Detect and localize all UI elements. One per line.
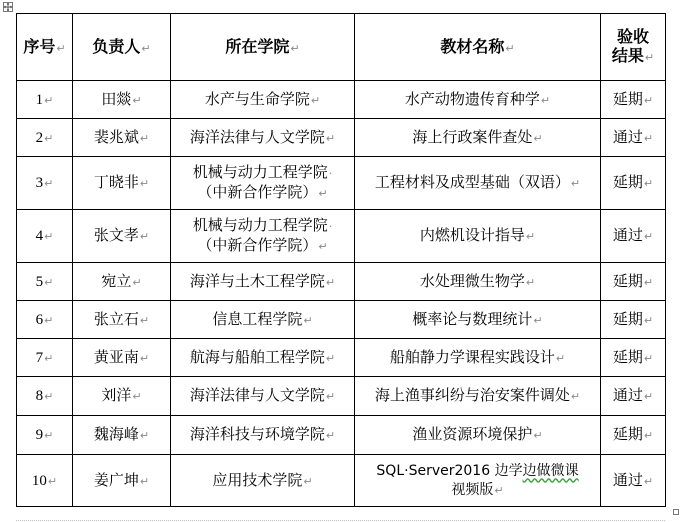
row-textbook: 内燃机设计指导 <box>419 226 525 244</box>
table-row <box>17 263 666 301</box>
row-person: 裴兆斌 <box>93 127 139 146</box>
end-of-cell-marker: ↵ <box>290 41 300 55</box>
row-person: 宛立 <box>101 271 132 290</box>
end-of-cell-marker: ↵ <box>570 390 581 403</box>
row-person: 黄亚南 <box>93 347 139 366</box>
header-result-line1: 验收 <box>616 27 649 46</box>
end-of-cell-marker: ↵ <box>139 131 150 145</box>
end-of-cell-marker: ↵ <box>644 51 655 64</box>
textbook-acceptance-table <box>16 13 666 507</box>
row-result: 延期 <box>612 271 643 290</box>
row-college-line1: 机械与动力工程学院 <box>192 163 328 181</box>
row-college-line1: 机械与动力工程学院 <box>192 216 328 234</box>
end-of-cell-marker: ↵ <box>525 275 536 289</box>
row-person: 田燚 <box>101 89 132 108</box>
end-of-cell-marker: ↵ <box>325 275 336 289</box>
end-of-cell-marker: ↵ <box>494 483 504 497</box>
end-of-cell-marker: ↵ <box>132 93 142 107</box>
line-break-marker: · <box>328 220 333 233</box>
end-of-cell-marker: ↵ <box>47 474 58 488</box>
header-result-line2: 结果 <box>611 46 644 65</box>
row-seq: 7 <box>35 349 44 366</box>
table-row <box>17 339 666 377</box>
table-header-row <box>17 14 666 81</box>
row-textbook: 概率论与数理统计 <box>412 309 533 328</box>
end-of-cell-marker: ↵ <box>643 275 654 289</box>
end-of-cell-marker: ↵ <box>570 177 581 190</box>
row-result: 延期 <box>612 89 643 108</box>
header-college-label: 所在学院 <box>225 36 290 56</box>
row-person: 魏海峰 <box>93 425 139 443</box>
row-seq: 1 <box>35 91 44 108</box>
header-textbook-label: 教材名称 <box>440 36 505 56</box>
end-of-cell-marker: ↵ <box>44 390 54 403</box>
table-row <box>17 119 666 157</box>
end-of-cell-marker: ↵ <box>318 240 328 253</box>
row-result: 延期 <box>612 347 643 366</box>
row-college-line2: （中新合作学院） <box>197 183 318 201</box>
end-of-cell-marker: ↵ <box>325 351 336 365</box>
end-of-cell-marker: ↵ <box>132 390 142 403</box>
row-result: 通过 <box>612 386 643 404</box>
row-textbook: 水处理微生物学 <box>419 271 525 290</box>
table-move-handle-icon[interactable] <box>3 2 13 12</box>
row-seq: 4 <box>35 228 44 244</box>
end-of-cell-marker: ↵ <box>318 187 328 200</box>
row-textbook: 水产动物遗传育种学 <box>404 89 540 108</box>
end-of-cell-marker: ↵ <box>643 351 654 365</box>
end-of-cell-marker: ↵ <box>540 93 551 107</box>
end-of-cell-marker: ↵ <box>44 93 54 107</box>
table-row <box>17 377 666 416</box>
row-textbook-line1a: SQL·Server2016 边学 <box>376 462 523 479</box>
end-of-cell-marker: ↵ <box>643 230 654 243</box>
end-of-cell-marker: ↵ <box>44 131 54 145</box>
row-college: 信息工程学院 <box>212 309 303 328</box>
row-textbook: 船舶静力学课程实践设计 <box>389 347 555 366</box>
header-textbook <box>355 14 601 81</box>
end-of-cell-marker: ↵ <box>139 230 150 243</box>
end-of-cell-marker: ↵ <box>44 275 54 289</box>
row-result: 通过 <box>612 470 643 489</box>
end-of-cell-marker: ↵ <box>139 313 150 327</box>
table-row <box>17 455 666 507</box>
row-college: 海洋法律与人文学院 <box>189 127 325 146</box>
row-seq: 5 <box>35 273 44 290</box>
end-of-cell-marker: ↵ <box>643 390 654 403</box>
end-of-cell-marker: ↵ <box>505 41 515 55</box>
row-college: 海洋法律与人文学院 <box>189 386 325 404</box>
header-result <box>601 14 666 81</box>
end-of-cell-marker: ↵ <box>555 351 566 365</box>
end-of-cell-marker: ↵ <box>310 93 321 107</box>
row-seq: 6 <box>35 311 44 328</box>
page-divider <box>16 520 665 521</box>
table-row <box>17 416 666 455</box>
row-college: 海洋科技与环境学院 <box>189 425 325 443</box>
row-person: 丁晓非 <box>93 173 139 191</box>
row-college-line2: （中新合作学院） <box>197 236 318 254</box>
row-person: 刘洋 <box>101 386 132 404</box>
row-textbook: 海上渔事纠纷与治安案件调处 <box>374 386 570 404</box>
end-of-cell-marker: ↵ <box>643 93 654 107</box>
row-textbook: 海上行政案件查处 <box>412 127 533 146</box>
row-textbook-line2: 视频版 <box>451 481 494 498</box>
end-of-cell-marker: ↵ <box>643 429 654 442</box>
table-row <box>17 301 666 339</box>
end-of-cell-marker: ↵ <box>533 429 543 442</box>
end-of-cell-marker: ↵ <box>303 313 313 327</box>
end-of-cell-marker: ↵ <box>533 131 543 145</box>
row-result: 通过 <box>612 226 643 244</box>
table-row <box>17 210 666 263</box>
table-resize-handle-icon[interactable] <box>673 509 679 515</box>
end-of-cell-marker: ↵ <box>643 313 654 327</box>
header-seq-label: 序号 <box>23 36 56 56</box>
end-of-cell-marker: ↵ <box>325 429 336 442</box>
end-of-cell-marker: ↵ <box>139 474 150 488</box>
end-of-cell-marker: ↵ <box>44 313 54 327</box>
row-result: 通过 <box>612 127 643 146</box>
row-seq: 8 <box>35 388 44 404</box>
row-person: 姜广坤 <box>93 470 139 489</box>
row-result: 延期 <box>612 309 643 328</box>
end-of-cell-marker: ↵ <box>325 390 336 403</box>
row-result: 延期 <box>612 425 643 443</box>
row-seq: 3 <box>35 175 44 191</box>
end-of-cell-marker: ↵ <box>533 313 543 327</box>
end-of-cell-marker: ↵ <box>325 131 336 145</box>
table-row <box>17 81 666 119</box>
row-college: 水产与生命学院 <box>204 89 310 108</box>
row-result: 延期 <box>612 173 643 191</box>
header-person-label: 负责人 <box>92 36 141 56</box>
row-seq: 10 <box>31 472 47 489</box>
end-of-cell-marker: ↵ <box>643 474 654 488</box>
header-college <box>171 14 355 81</box>
row-college: 应用技术学院 <box>212 470 303 489</box>
row-college: 海洋与土木工程学院 <box>189 271 325 290</box>
end-of-cell-marker: ↵ <box>643 177 654 190</box>
row-seq: 9 <box>35 427 44 443</box>
row-person: 张立石 <box>93 309 139 328</box>
end-of-cell-marker: ↵ <box>141 41 151 55</box>
row-seq: 2 <box>35 129 44 146</box>
row-college: 航海与船舶工程学院 <box>189 347 325 366</box>
end-of-cell-marker: ↵ <box>303 474 313 488</box>
end-of-cell-marker: ↵ <box>132 275 142 289</box>
row-textbook: 工程材料及成型基础（双语） <box>374 173 570 191</box>
end-of-cell-marker: ↵ <box>139 429 150 442</box>
end-of-cell-marker: ↵ <box>44 177 54 190</box>
end-of-cell-marker: ↵ <box>56 41 66 55</box>
end-of-cell-marker: ↵ <box>44 230 54 243</box>
line-break-marker: · <box>328 167 333 180</box>
header-seq <box>17 14 73 81</box>
table-row <box>17 157 666 210</box>
end-of-cell-marker: ↵ <box>525 230 536 243</box>
row-textbook: 渔业资源环境保护 <box>412 425 533 443</box>
end-of-cell-marker: ↵ <box>139 351 150 365</box>
row-textbook-spellcheck-text: 边做微课 <box>522 462 579 479</box>
row-person: 张文孝 <box>93 226 139 244</box>
end-of-cell-marker: ↵ <box>44 351 54 365</box>
end-of-cell-marker: ↵ <box>643 131 654 145</box>
end-of-cell-marker: ↵ <box>139 177 150 190</box>
header-person <box>73 14 171 81</box>
end-of-cell-marker: ↵ <box>44 429 54 442</box>
